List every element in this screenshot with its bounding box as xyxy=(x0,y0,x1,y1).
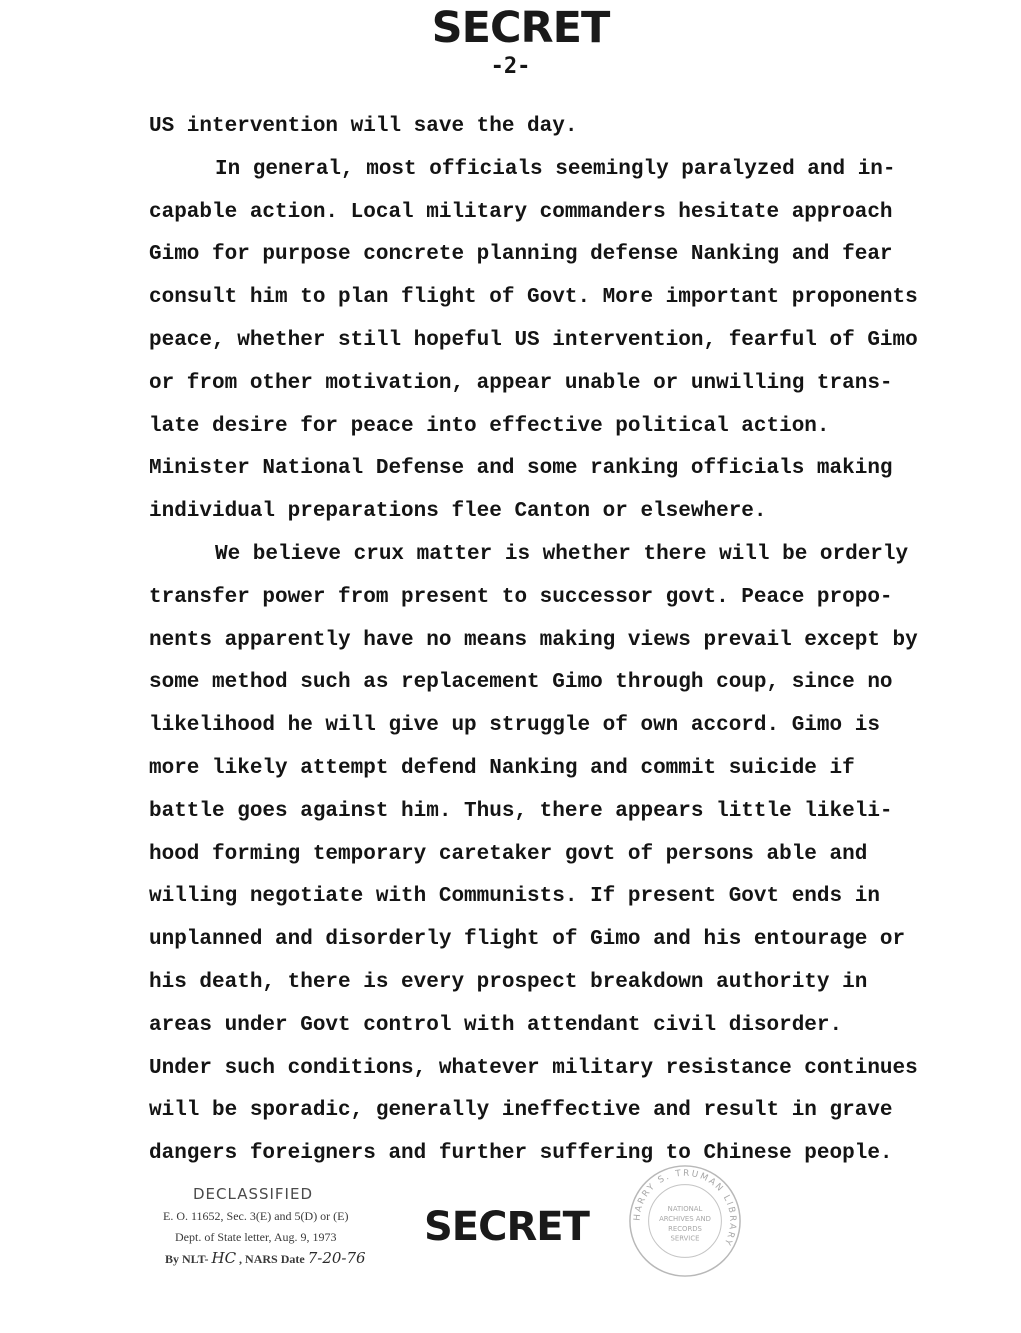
declassification-signature-line xyxy=(165,1248,415,1269)
body-line: transfer power from present to successor govt. Peace propo- xyxy=(149,585,893,609)
body-line: or from other motivation, appear unable or unwilling trans- xyxy=(149,371,893,395)
body-line: nents apparently have no means making views prevail except by xyxy=(149,628,918,652)
body-line: peace, whether still hopeful US intervention, fearful of Gimo xyxy=(149,328,918,352)
body-line: battle goes against him. Thus, there appears little likeli- xyxy=(149,799,893,823)
nars-date-value: 7-20-76 xyxy=(307,1249,366,1267)
body-line: consult him to plan flight of Govt. More important proponents xyxy=(149,286,918,310)
truman-library-seal-icon xyxy=(626,1162,744,1280)
body-line: hood forming temporary caretaker govt of persons able and xyxy=(149,842,868,866)
classification-stamp-bottom: SECRET xyxy=(424,1204,589,1250)
body-line: individual preparations flee Canton or elsewhere. xyxy=(149,500,767,524)
body-line: US intervention will save the day. xyxy=(149,115,578,138)
body-line: We believe crux matter is whether there will be orderly xyxy=(215,542,909,566)
body-line: likelihood he will give up struggle of own accord. Gimo is xyxy=(149,714,880,738)
declassified-label: DECLASSIFIED xyxy=(193,1185,314,1203)
by-label: By NLT- xyxy=(165,1252,209,1266)
body-line: his death, there is every prospect breakdown authority in xyxy=(149,970,868,994)
body-line: In general, most officials seemingly paralyzed and in- xyxy=(215,157,896,181)
classification-stamp-top: SECRET xyxy=(431,3,610,53)
body-line: some method such as replacement Gimo through coup, since no xyxy=(149,671,893,695)
body-line: will be sporadic, generally ineffective and result in grave xyxy=(149,1099,893,1123)
body-line: Gimo for purpose concrete planning defense Nanking and fear xyxy=(149,243,893,267)
seal-line-4: SERVICE xyxy=(670,1234,700,1243)
body-line: areas under Govt control with attendant civil disorder. xyxy=(149,1013,843,1037)
body-line: late desire for peace into effective political action. xyxy=(149,414,830,438)
seal-line-1: NATIONAL xyxy=(667,1205,703,1214)
document-body xyxy=(149,106,949,1176)
by-initials: HC xyxy=(211,1249,237,1267)
body-line: dangers foreigners and further suffering to Chinese people. xyxy=(149,1142,893,1166)
body-line: more likely attempt defend Nanking and commit suicide if xyxy=(149,756,855,780)
seal-outer-text: HARRY S. TRUMAN LIBRARY xyxy=(632,1168,738,1248)
body-line: willing negotiate with Communists. If present Govt ends in xyxy=(149,885,880,909)
page-number: -2- xyxy=(490,54,531,79)
declassification-source: Dept. of State letter, Aug. 9, 1973 xyxy=(175,1230,337,1244)
seal-line-2: ARCHIVES AND xyxy=(659,1215,711,1223)
declassification-stamp xyxy=(155,1182,415,1269)
nars-date-label: , NARS Date xyxy=(239,1252,305,1266)
declassification-authority: E. O. 11652, Sec. 3(E) and 5(D) or (E) xyxy=(163,1209,349,1223)
body-line: Minister National Defense and some ranking officials making xyxy=(149,457,893,481)
body-line: unplanned and disorderly flight of Gimo and his entourage or xyxy=(149,928,906,952)
body-line: Under such conditions, whatever military resistance continues xyxy=(149,1056,918,1080)
seal-line-3: RECORDS xyxy=(668,1224,702,1233)
body-line: capable action. Local military commanders hesitate approach xyxy=(149,200,893,224)
